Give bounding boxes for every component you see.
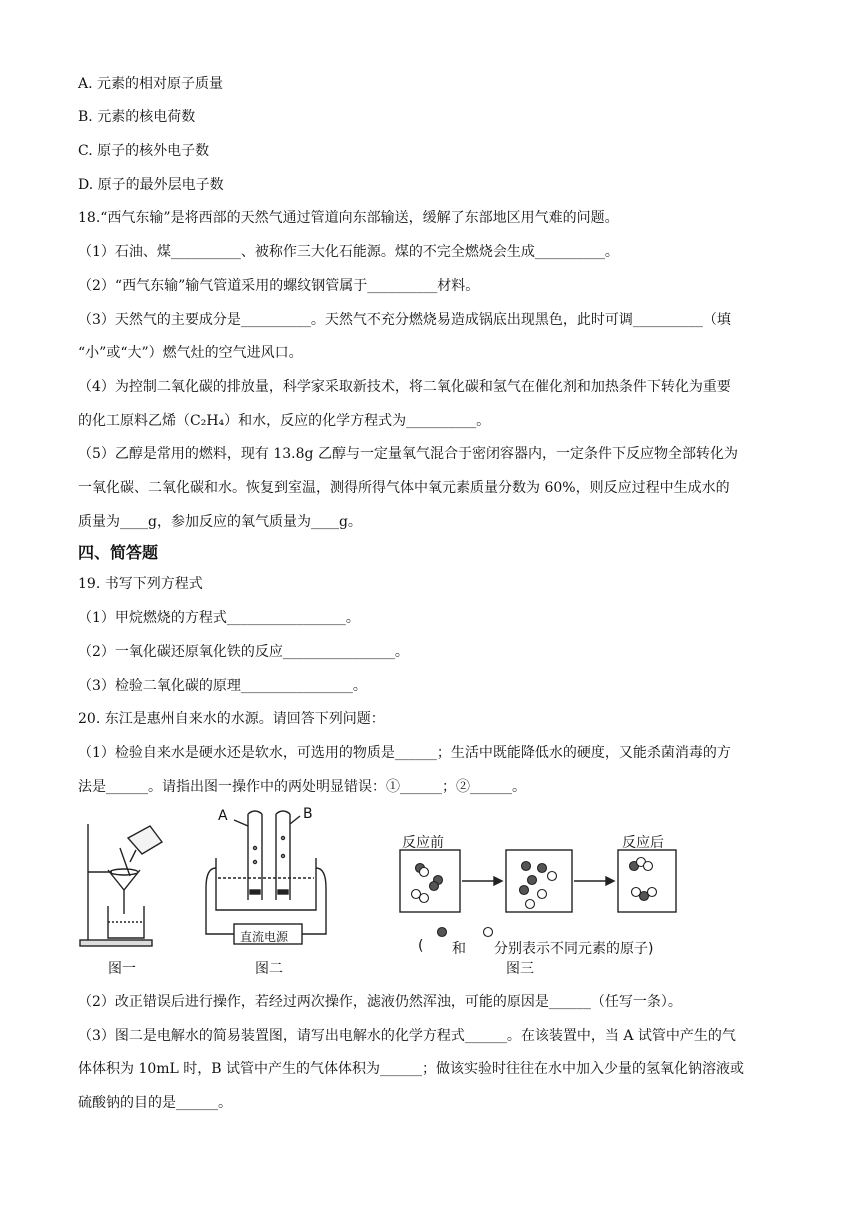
q18-part2: （2）“西气东输”输气管道采用的螺纹钢管属于__________材料。 — [78, 278, 480, 294]
q20-part1b: 法是______。请指出图一操作中的两处明显错误：①______；②______。 — [78, 779, 526, 795]
legend-text: 分别表示不同元素的原子) — [494, 941, 654, 957]
q20-part1a: （1）检验自来水是硬水还是软水，可选用的物质是______；生活中既能降低水的硬度，又能杀菌消毒的方 — [78, 745, 731, 761]
before-reaction-label: 反应前 — [402, 835, 444, 851]
figure-3-caption: 图三 — [506, 961, 534, 977]
section-heading: 四、简答题 — [78, 543, 159, 562]
q18-part4b: 的化工原料乙烯（C₂H₄）和水，反应的化学方程式为__________。 — [78, 413, 491, 429]
figure-2-caption: 图二 — [255, 961, 283, 977]
figure-1-caption: 图一 — [108, 961, 136, 977]
q19-stem: 19. 书写下列方程式 — [78, 576, 203, 592]
option-c: C. 原子的核外电子数 — [78, 143, 210, 159]
legend-and: 和 — [452, 941, 466, 957]
q18-part5a: （5）乙醇是常用的燃料，现有 13.8g 乙醇与一定量氧气混合于密闭容器内，一定条件下反应物全部转化为 — [78, 446, 738, 462]
q18-part5c: 质量为____g，参加反应的氧气质量为____g。 — [78, 514, 362, 530]
q20-part2: （2）改正错误后进行操作，若经过两次操作，滤液仍然浑浊，可能的原因是______（任写一条）。 — [78, 994, 682, 1010]
q18-part3a: （3）天然气的主要成分是__________。天然气不充分燃烧易造成锅底出现黑色，此时可调__________（填 — [78, 312, 731, 328]
q20-part3b: 体体积为 10mL 时，B 试管中产生的气体体积为______；做该实验时往往在水中加入少量的氢氧化钠溶液或 — [78, 1061, 745, 1077]
q18-part3b: “小”或“大”）燃气灶的空气进风口。 — [78, 345, 303, 361]
option-a: A. 元素的相对原子质量 — [78, 76, 224, 92]
q19-part1: （1）甲烷燃烧的方程式_________________。 — [78, 610, 360, 626]
legend-paren: ( — [418, 938, 424, 954]
q18-part4a: （4）为控制二氧化碳的排放量，科学家采取新技术，将二氧化碳和氢气在催化剂和加热条件下转化为重要 — [78, 379, 731, 395]
after-reaction-label: 反应后 — [622, 835, 664, 851]
option-d: D. 原子的最外层电子数 — [78, 177, 224, 193]
q19-part2: （2）一氧化碳还原氧化铁的反应________________。 — [78, 644, 409, 660]
q18-part5b: 一氧化碳、二氧化碳和水。恢复到室温，测得所得气体中氧元素质量分数为 60%，则反应过程中生成水的 — [78, 480, 730, 496]
filtration-apparatus-figure — [78, 818, 178, 950]
q18-stem: 18.“西气东输”是将西部的天然气通过管道向东部输送，缓解了东部地区用气难的问题。 — [78, 210, 619, 226]
q18-part1: （1）石油、煤__________、被称作三大化石能源。煤的不完全燃烧会生成__________。 — [78, 244, 619, 260]
q20-part3a: （3）图二是电解水的简易装置图，请写出电解水的化学方程式______。在该装置中，当 A 试管中产生的气 — [78, 1028, 736, 1044]
tube-b-label: B — [303, 806, 313, 822]
option-b: B. 元素的核电荷数 — [78, 109, 196, 125]
tube-a-label: A — [218, 808, 228, 824]
q20-stem: 20. 东江是惠州自来水的水源。请回答下列问题： — [78, 711, 385, 727]
dc-power-label: 直流电源 — [240, 930, 289, 944]
q19-part3: （3）检验二氧化碳的原理________________。 — [78, 678, 367, 694]
q20-part3c: 硫酸钠的目的是______。 — [78, 1095, 232, 1111]
